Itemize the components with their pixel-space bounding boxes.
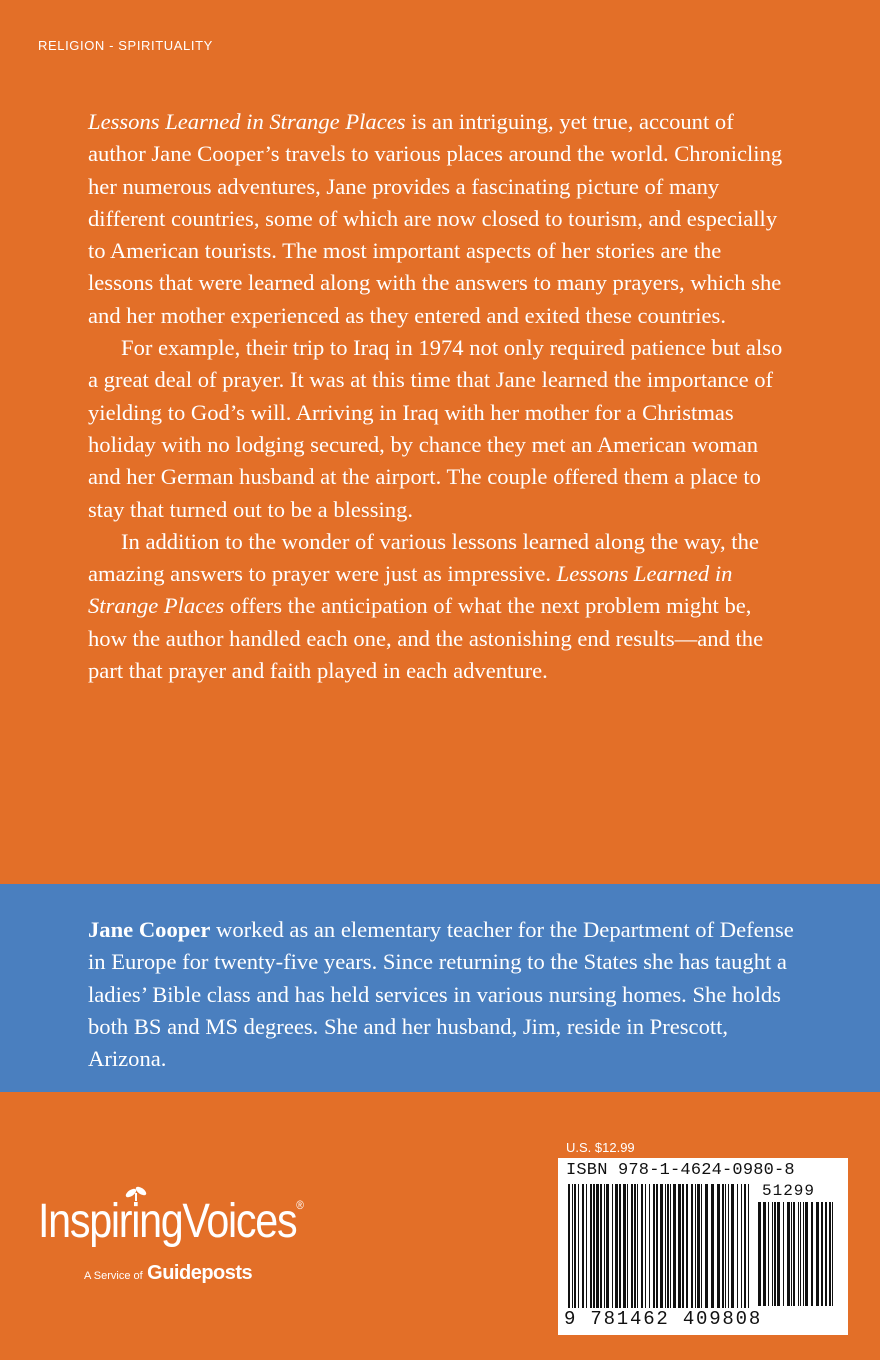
isbn-number: ISBN 978-1-4624-0980-8	[566, 1161, 795, 1180]
price-label: U.S. $12.99	[566, 1140, 635, 1155]
book-title: Lessons Learned in Strange Places	[88, 109, 406, 134]
price-code: 51299	[762, 1182, 816, 1200]
ean-digits: 9 781462 409808	[564, 1308, 763, 1330]
description-paragraph-1	[88, 106, 788, 332]
publisher-logo-name: InspiringVoices	[38, 1195, 297, 1248]
publisher-tagline	[84, 1262, 252, 1285]
tagline-brand: Guideposts	[147, 1262, 253, 1284]
description-paragraph-3	[88, 526, 788, 687]
author-bio	[88, 914, 808, 1075]
publisher-logo-text	[38, 1194, 304, 1249]
isbn-barcode	[558, 1158, 848, 1335]
category-label: RELIGION - SPIRITUALITY	[38, 38, 213, 53]
description-text: For example, their trip to Iraq in 1974 not only required patience but also a great deal of prayer. It was at this time that Jane learned the importance of yielding to God’s will. Arriving in Iraq with her mother for a Christmas holiday with no lodging secured, by chance they met an American woman and her German husband at the airport. The couple offered them a place to stay that turned out to be a blessing.	[88, 335, 783, 522]
tagline-service: A Service of	[84, 1270, 143, 1282]
addon-barcode-bars	[758, 1202, 838, 1306]
description-paragraph-2	[88, 332, 788, 526]
author-name: Jane Cooper	[88, 917, 211, 942]
description-text: is an intriguing, yet true, account of author Jane Cooper’s travels to various places around the world. Chronicling her numerous adventures, Jane provides a fascinating picture of many different countries, some of which are now closed to tourism, and especially to American tourists. The most important aspects of her stories are the lessons that were learned along with the answers to many prayers, which she and her mother experienced as they entered and exited these countries.	[88, 109, 783, 328]
registered-mark: ®	[296, 1198, 304, 1212]
description-text: offers the anticipation of what the next problem might be, how the author handled each one, and the astonishing end results—and the part that prayer and faith played in each adventure.	[88, 593, 764, 684]
publisher-logo	[38, 1192, 398, 1292]
description-text: In addition to the wonder of various lessons learned along the way, the amazing answers to prayer were just as impressive.	[88, 528, 759, 587]
description	[88, 106, 788, 687]
ean-barcode-bars	[568, 1184, 754, 1308]
book-title: Lessons Learned in Strange Places	[88, 561, 733, 619]
author-bio-text: worked as an elementary teacher for the Department of Defense in Europe for twenty-five years. Since returning to the States she has taught a ladies’ Bible class and has held services in various nursing homes. She holds both BS and MS degrees. She and her husband, Jim, reside in Prescott, Arizona.	[88, 917, 794, 1072]
